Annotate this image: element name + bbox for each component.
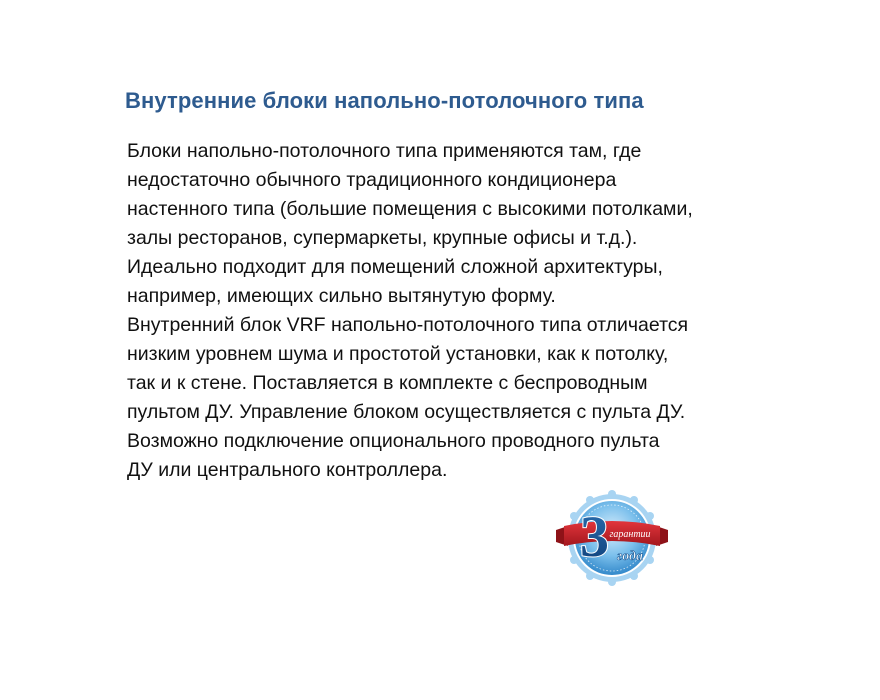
- warranty-badge-graphic: [550, 490, 670, 590]
- body-line: например, имеющих сильно вытянутую форму.: [127, 285, 556, 307]
- body-line: ДУ или центрального контроллера.: [127, 459, 448, 481]
- body-line: недостаточно обычного традиционного кондиционера: [127, 169, 617, 191]
- body-line: пультом ДУ. Управление блоком осуществляется с пульта ДУ.: [127, 401, 686, 423]
- body-line: Идеально подходит для помещений сложной архитектуры,: [127, 256, 663, 278]
- badge-word-top: гарантии: [609, 529, 651, 540]
- body-line: Возможно подключение опционального проводного пульта: [127, 430, 660, 452]
- body-line: залы ресторанов, супермаркеты, крупные офисы и т.д.).: [127, 227, 638, 249]
- slide-title: Внутренние блоки напольно-потолочного типа: [125, 88, 644, 113]
- slide-body-text: [127, 137, 807, 485]
- body-line: настенного типа (большие помещения с высокими потолками,: [127, 198, 693, 220]
- badge-word-bottom: года: [617, 549, 643, 564]
- warranty-badge: [550, 490, 670, 590]
- body-line: так и к стене. Поставляется в комплекте с беспроводным: [127, 372, 648, 394]
- badge-number: 3: [580, 504, 609, 569]
- body-line: Внутренний блок VRF напольно-потолочного типа отличается: [127, 314, 689, 336]
- body-line: низким уровнем шума и простотой установки, как к потолку,: [127, 343, 669, 365]
- body-line: Блоки напольно-потолочного типа применяются там, где: [127, 140, 642, 162]
